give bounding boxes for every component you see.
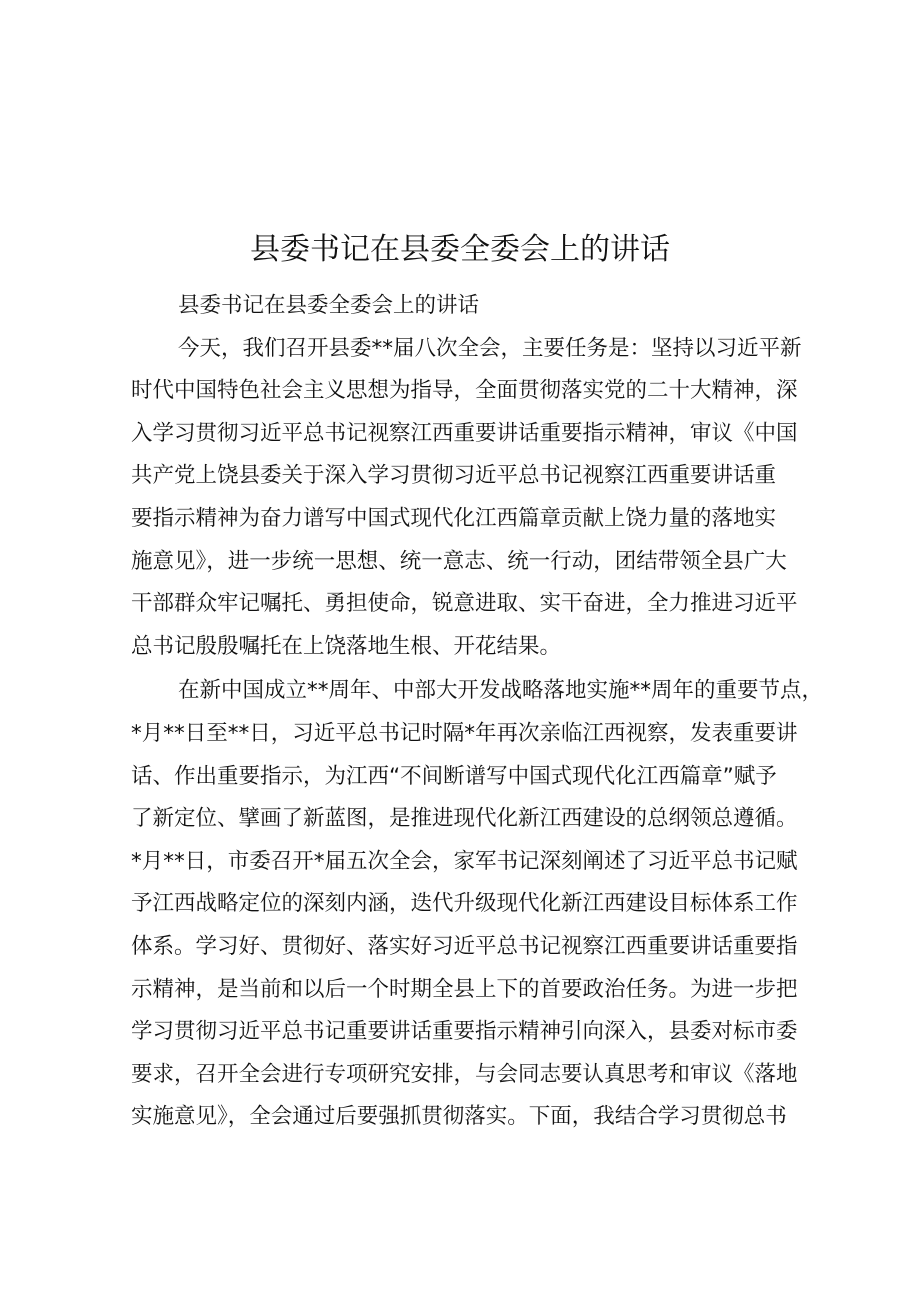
paragraph-1-line: 共产党上饶县委关于深入学习贯彻习近平总书记视察江西重要讲话重: [131, 463, 777, 489]
paragraph-2-line: 了新定位、擘画了新蓝图，是推进现代化新江西建设的总纲领总遵循。: [131, 806, 798, 832]
document-title: 县委书记在县委全委会上的讲话: [250, 232, 670, 267]
paragraph-1-line: 要指示精神为奋力谱写中国式现代化江西篇章贡献上饶力量的落地实: [131, 505, 777, 531]
paragraph-2: [131, 670, 824, 1139]
paragraph-1-line: 总书记殷殷嘱托在上饶落地生根、开花结果。: [131, 633, 562, 659]
paragraph-2-line: 要求，召开全会进行专项研究安排，与会同志要认真思考和审议《落地: [131, 1061, 798, 1087]
paragraph-2-line: 示精神，是当前和以后一个时期全县上下的首要政治任务。为进一步把: [131, 976, 798, 1002]
paragraph-1-line: 时代中国特色社会主义思想为指导，全面贯彻落实党的二十大精神，深: [131, 378, 798, 404]
paragraph-2-line: 学习贯彻习近平总书记重要讲话重要指示精神引向深入，县委对标市委: [131, 1019, 798, 1045]
paragraph-2-line: 在新中国成立**周年、中部大开发战略落地实施**周年的重要节点，: [178, 678, 824, 704]
paragraph-2-line: *月**日至**日，习近平总书记时隔*年再次亲临江西视察，发表重要讲: [131, 720, 798, 746]
paragraph-1-line: 干部群众牢记嘱托、勇担使命，锐意进取、实干奋进，全力推进习近平: [131, 591, 798, 617]
paragraph-1-line: 今天，我们召开县委**届八次全会，主要任务是：坚持以习近平新: [178, 335, 802, 361]
paragraph-2-line: 予江西战略定位的深刻内涵，迭代升级现代化新江西建设目标体系工作: [131, 891, 798, 917]
paragraph-1-line: 入学习贯彻习近平总书记视察江西重要讲话重要指示精神，审议《中国: [131, 420, 798, 446]
document-body: [131, 285, 824, 1139]
paragraph-2-line: 话、作出重要指示，为江西“不间断谱写中国式现代化江西篇章”赋予: [131, 763, 777, 789]
paragraph-1: [131, 328, 803, 669]
paragraph-2-line: 体系。学习好、贯彻好、落实好习近平总书记视察江西重要讲话重要指: [131, 933, 798, 959]
paragraph-2-line: *月**日，市委召开*届五次全会，家军书记深刻阐述了习近平总书记赋: [131, 848, 798, 874]
paragraph-1-line: 施意见》，进一步统一思想、统一意志、统一行动，团结带领全县广大: [131, 548, 787, 574]
document-subtitle: 县委书记在县委全委会上的讲话: [178, 293, 480, 318]
paragraph-2-line: 实施意见》，全会通过后要强抓贯彻落实。下面，我结合学习贯彻总书: [131, 1104, 787, 1130]
